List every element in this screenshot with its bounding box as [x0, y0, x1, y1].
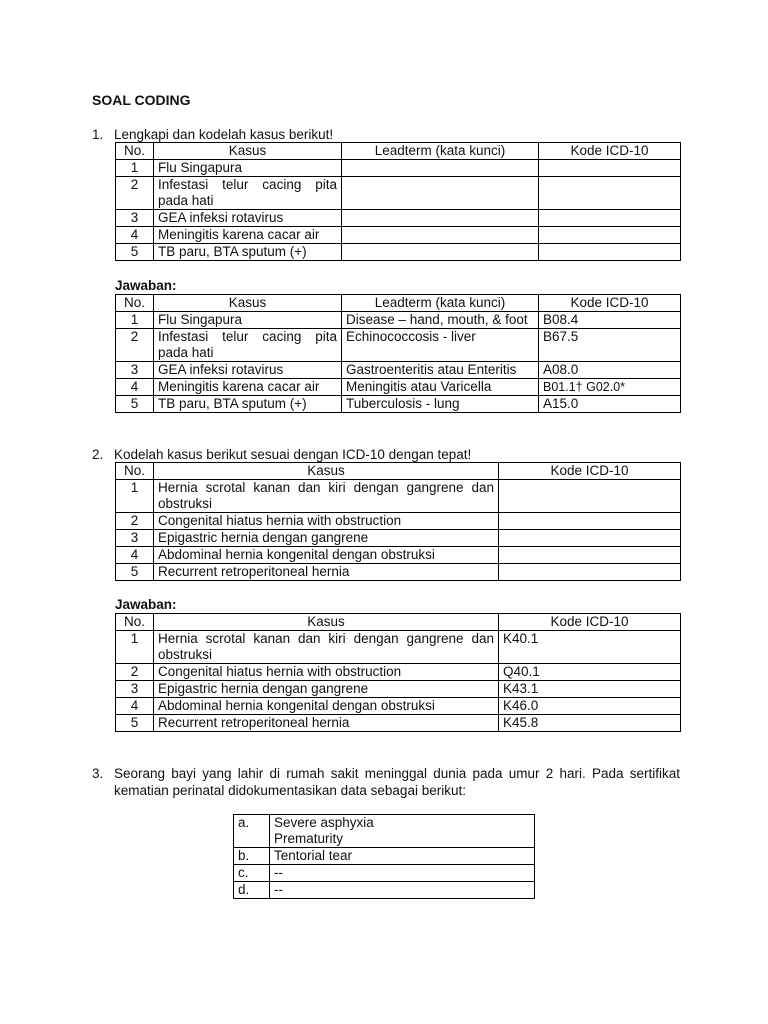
table-row — [116, 160, 681, 177]
row-number: 5 — [116, 244, 154, 261]
case-cell: GEA infeksi rotavirus — [154, 362, 342, 379]
table-row — [234, 865, 535, 882]
code-cell — [499, 480, 681, 513]
row-number: 2 — [116, 664, 154, 681]
row-number: 2 — [116, 329, 154, 362]
document-title: SOAL CODING — [92, 92, 191, 108]
question-prompt: Lengkapi dan kodelah kasus berikut! — [114, 127, 334, 142]
leadterm-cell — [342, 227, 539, 244]
table-row — [116, 513, 681, 530]
column-header: Kasus — [154, 463, 499, 480]
leadterm-cell: Gastroenteritis atau Enteritis — [342, 362, 539, 379]
table-row — [116, 715, 681, 732]
code-cell: B67.5 — [539, 329, 681, 362]
leadterm-cell — [342, 244, 539, 261]
row-number: 2 — [116, 177, 154, 210]
question-number: 3. — [92, 766, 104, 781]
item-value: -- — [270, 865, 535, 882]
column-header: No. — [116, 614, 154, 631]
table-row — [116, 379, 681, 396]
item-value: Tentorial tear — [270, 848, 535, 865]
code-cell — [539, 227, 681, 244]
case-cell: Epigastric hernia dengan gangrene — [154, 681, 499, 698]
table-row — [116, 396, 681, 413]
row-number: 1 — [116, 480, 154, 513]
question-number: 1. — [92, 127, 104, 142]
question-3 — [92, 765, 680, 799]
answer-label: Jawaban: — [115, 597, 177, 612]
row-number: 1 — [116, 631, 154, 664]
column-header: Kasus — [154, 295, 342, 312]
row-number: 3 — [116, 681, 154, 698]
row-number: 5 — [116, 564, 154, 581]
item-label: d. — [234, 882, 270, 899]
code-cell — [539, 244, 681, 261]
table-row — [116, 329, 681, 362]
q1-answer-table — [115, 294, 681, 413]
code-cell — [499, 513, 681, 530]
row-number: 4 — [116, 227, 154, 244]
case-cell: TB paru, BTA sputum (+) — [154, 244, 342, 261]
column-header: No. — [116, 295, 154, 312]
table-row — [234, 815, 535, 848]
case-cell: Hernia scrotal kanan dan kiri dengan gangrene dan obstruksi — [154, 631, 499, 664]
column-header: Kode ICD-10 — [539, 295, 681, 312]
code-cell: K43.1 — [499, 681, 681, 698]
case-cell: Recurrent retroperitoneal hernia — [154, 715, 499, 732]
code-cell — [499, 547, 681, 564]
q2-answer-table — [115, 613, 681, 732]
row-number: 4 — [116, 698, 154, 715]
table-row — [116, 177, 681, 210]
column-header: Kasus — [154, 614, 499, 631]
case-cell: Epigastric hernia dengan gangrene — [154, 530, 499, 547]
row-number: 3 — [116, 362, 154, 379]
case-cell: Meningitis karena cacar air — [154, 379, 342, 396]
case-cell: Congenital hiatus hernia with obstruction — [154, 664, 499, 681]
question-prompt: Seorang bayi yang lahir di rumah sakit meninggal dunia pada umur 2 hari. Pada sertifikat kematian perinatal didokumentasikan data sebagai berikut: — [114, 766, 680, 798]
case-cell: Meningitis karena cacar air — [154, 227, 342, 244]
table-row — [116, 312, 681, 329]
code-cell: B08.4 — [539, 312, 681, 329]
column-header: Leadterm (kata kunci) — [342, 143, 539, 160]
leadterm-cell: Meningitis atau Varicella — [342, 379, 539, 396]
column-header: No. — [116, 143, 154, 160]
question-prompt: Kodelah kasus berikut sesuai dengan ICD-10 dengan tepat! — [114, 447, 472, 462]
column-header: Kode ICD-10 — [539, 143, 681, 160]
case-cell: Abdominal hernia kongenital dengan obstruksi — [154, 698, 499, 715]
item-value: Severe asphyxia Prematurity — [270, 815, 535, 848]
table-row — [116, 698, 681, 715]
code-cell — [539, 177, 681, 210]
table-row — [116, 631, 681, 664]
case-cell: Infestasi telur cacing pita pada hati — [154, 177, 342, 210]
q1-question-table — [115, 142, 681, 261]
item-value: -- — [270, 882, 535, 899]
table-row — [116, 530, 681, 547]
table-row — [116, 210, 681, 227]
code-cell — [499, 564, 681, 581]
item-label: c. — [234, 865, 270, 882]
leadterm-cell — [342, 160, 539, 177]
row-number: 2 — [116, 513, 154, 530]
column-header: Leadterm (kata kunci) — [342, 295, 539, 312]
table-row — [234, 848, 535, 865]
case-cell: Hernia scrotal kanan dan kiri dengan gangrene dan obstruksi — [154, 480, 499, 513]
code-cell: A15.0 — [539, 396, 681, 413]
case-cell: Congenital hiatus hernia with obstruction — [154, 513, 499, 530]
item-label: a. — [234, 815, 270, 848]
code-cell: K40.1 — [499, 631, 681, 664]
case-cell: TB paru, BTA sputum (+) — [154, 396, 342, 413]
q2-question-table — [115, 462, 681, 581]
question-number: 2. — [92, 447, 104, 462]
answer-label: Jawaban: — [115, 278, 177, 293]
row-number: 4 — [116, 547, 154, 564]
case-cell: Flu Singapura — [154, 160, 342, 177]
row-number: 3 — [116, 210, 154, 227]
case-cell: Flu Singapura — [154, 312, 342, 329]
table-row — [116, 664, 681, 681]
code-cell: B01.1† G02.0* — [539, 379, 681, 396]
case-cell: Recurrent retroperitoneal hernia — [154, 564, 499, 581]
row-number: 1 — [116, 160, 154, 177]
code-cell — [499, 530, 681, 547]
code-cell: A08.0 — [539, 362, 681, 379]
leadterm-cell: Disease – hand, mouth, & foot — [342, 312, 539, 329]
column-header: No. — [116, 463, 154, 480]
column-header: Kode ICD-10 — [499, 614, 681, 631]
table-row — [116, 227, 681, 244]
row-number: 5 — [116, 396, 154, 413]
leadterm-cell: Tuberculosis - lung — [342, 396, 539, 413]
item-label: b. — [234, 848, 270, 865]
column-header: Kasus — [154, 143, 342, 160]
row-number: 5 — [116, 715, 154, 732]
code-cell: K46.0 — [499, 698, 681, 715]
table-row — [116, 681, 681, 698]
table-row — [116, 564, 681, 581]
table-row — [116, 547, 681, 564]
row-number: 4 — [116, 379, 154, 396]
leadterm-cell — [342, 210, 539, 227]
table-row — [234, 882, 535, 899]
row-number: 3 — [116, 530, 154, 547]
code-cell: K45.8 — [499, 715, 681, 732]
table-row — [116, 244, 681, 261]
table-row — [116, 362, 681, 379]
row-number: 1 — [116, 312, 154, 329]
q3-certificate-table — [233, 814, 535, 899]
column-header: Kode ICD-10 — [499, 463, 681, 480]
question-1 — [92, 126, 678, 143]
question-2 — [92, 446, 678, 463]
leadterm-cell — [342, 177, 539, 210]
code-cell — [539, 210, 681, 227]
case-cell: Infestasi telur cacing pita pada hati — [154, 329, 342, 362]
code-cell — [539, 160, 681, 177]
case-cell: Abdominal hernia kongenital dengan obstruksi — [154, 547, 499, 564]
case-cell: GEA infeksi rotavirus — [154, 210, 342, 227]
table-row — [116, 480, 681, 513]
code-cell: Q40.1 — [499, 664, 681, 681]
leadterm-cell: Echinococcosis - liver — [342, 329, 539, 362]
